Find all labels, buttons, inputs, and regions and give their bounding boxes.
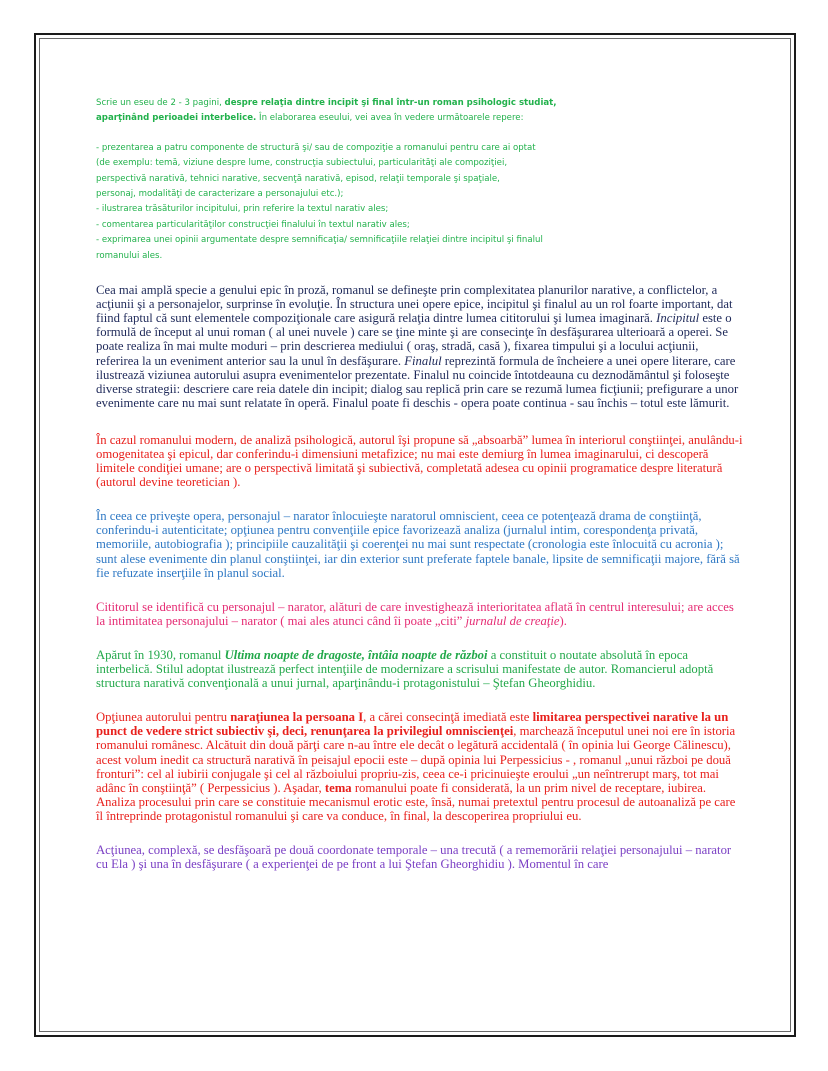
essay-text: Cea mai amplă specie a genului epic în proză, romanul se defineşte prin complexitatea planurilor narative, a conflictelor, a acţiunii şi a personajelor, surprinse în evoluţie. În structura unei opere epice, incipitul şi finalul au un rol foarte important, dat fiind faptul că sunt elementele compoziţionale care asigură relaţia dintre lumea cititorului şi lumea imaginară. xyxy=(96,283,733,326)
essay-paragraph-reader xyxy=(96,600,744,628)
task-item: personaj, modalităţi de caracterizare a personajului etc.); xyxy=(96,189,344,200)
task-item: - ilustrarea trăsăturilor incipitului, prin referire la textul narativ ales; xyxy=(96,204,389,215)
term-incipit: Incipitul xyxy=(656,311,700,326)
essay-paragraph-definitions xyxy=(96,283,744,410)
task-intro-bold-2: aparţinând perioadei interbelice. xyxy=(96,113,257,124)
essay-text: , a cărei consecinţă imediată este xyxy=(363,710,533,725)
essay-paragraph-modern-novel: În cazul romanului modern, de analiză psihologică, autorul îşi propune să „absoarbă” lumea în interiorul conştiinţei, anulându-i omogenitatea şi epicul, dar conferindu-i dimensiuni metafizice; nu mai este demiurg în lumea imaginarului, ci descoperă limitele condiţiei umane; are o perspectivă limitată şi subiectivă, completată adesea cu opinii programatice despre literatură (autorul devine teoretician ). xyxy=(96,432,743,490)
essay-text: romanului poate fi considerată, la un prim nivel de receptare, iubirea. Analiza procesului prin care se constituie mecanismul erotic este, însă, numai pretextul pentru procesul de autoanaliză pe care îl întreprinde protagonistul romanului şi care va conduce, în final, la descoperirea propriului eu. xyxy=(96,780,736,823)
task-gap xyxy=(96,127,744,141)
document-body xyxy=(96,96,744,871)
essay-paragraph-perspective xyxy=(96,710,744,823)
term-first-person: naraţiunea la persoana I xyxy=(230,710,364,725)
term-limited-perspective: limitarea perspectivei narative la un punct de vedere strict subiectiv şi, deci, renunţarea la privilegiul omniscienţei xyxy=(96,710,729,739)
novel-title: Ultima noapte de dragoste, întâia noapte de război xyxy=(224,647,488,662)
essay-text: ). xyxy=(559,613,567,628)
task-intro xyxy=(96,96,744,111)
task-item: romanului ales. xyxy=(96,250,163,261)
term-finalul: Finalul xyxy=(404,353,442,368)
task-item: - prezentarea a patru componente de structură şi/ sau de compoziţie a romanului pentru care ai optat xyxy=(96,142,536,153)
essay-text: este o formulă de început al unui roman ( al unei nuvele ) care se ţine minte şi are consecinţe în desfăşurarea ulterioară a operei. Se poate realiza în mai multe moduri – prin descrierea mediului ( oraş, stradă, casă ), fixarea timpului şi a locului acţiunii, referirea la un eveniment anterior sau la unul în desfăşurare. xyxy=(96,311,732,368)
task-intro-text: Scrie un eseu de 2 - 3 pagini, xyxy=(96,98,225,108)
task-item: (de exemplu: temă, viziune despre lume, construcţia subiectului, particularităţi ale compoziţiei, xyxy=(96,158,508,169)
essay-task xyxy=(96,96,744,264)
task-item: - comentarea particularităţilor construcţiei finalului în textul narativ ales; xyxy=(96,219,410,230)
essay-text: Opţiunea autorului pentru xyxy=(96,710,231,725)
task-intro-rest: În elaborarea eseului, vei avea în vedere următoarele repere: xyxy=(256,113,524,124)
essay-text: , marchează începutul unei noi ere în istoria romanului românesc. Alcătuit din două părţi care n-au între ele decât o legătură accidentală ( în opinia lui George Călinescu), acest volum inedit ca structură narativă în peisajul epocii este – după opinia lui Perpessicius - , romanul „unui război pe două fronturi”: cel al iubirii conjugale şi cel al războiului propriu-zis, ceea ce-i pricinuieşte eroului „un neîntrerupt marş, tot mai adânc în conştiinţă” ( Perpessicius ). Aşadar, xyxy=(96,724,736,795)
term-jurnal: jurnalul de creaţie xyxy=(465,613,560,628)
essay-paragraph-novel-intro xyxy=(96,648,744,690)
essay-text: a constituit o noutate absolută în epoca interbelică. Stilul adoptat ilustrează perfect intenţiile de modernizare a scrisului manifestate de autor. Romancierul adoptă structura narativă convenţională a unui jurnal, aparţinându-i protagonistului – Ştefan Gheorghidiu. xyxy=(96,647,714,691)
essay-paragraph-action: Acţiunea, complexă, se desfăşoară pe două coordonate temporale – una trecută ( a rememorării relaţiei personajului – narator cu Ela ) şi una în desfăşurare ( a experienţei de pe front a lui Ştefan Gheorghidiu ). Momentul în care xyxy=(96,842,732,872)
essay-text: reprezintă formula de încheiere a unei opere literare, care ilustrează viziunea autorului asupra evenimentelor prezentate. Finalul nu coincide întotdeauna cu deznodământul şi foloseşte diverse strategii: descriere care reia datele din incipit; dialog sau replică prin care se rezumă lumea ficţiunii; prefigurare a unor evenimente care nu mai sunt relatate în operă. Finalul poate fi deschis - opera poate continua - sau închis – totul este lămurit. xyxy=(96,353,739,410)
essay-text: Cititorul se identifică cu personajul – narator, alături de care investighează interioritatea aflată în centrul interesului; are acces la intimitatea personajului – narator ( mai ales atunci când îi poate „citi” xyxy=(96,599,734,628)
task-item: - exprimarea unei opinii argumentate despre semnificaţia/ semnificaţiile relaţiei dintre incipitul şi finalul xyxy=(96,235,543,246)
essay-paragraph-narrator: În ceea ce priveşte opera, personajul – narator înlocuieşte naratorul omniscient, ceea ce potenţează drama de conştiinţă, conferindu-i autenticitate; opţiunea pentru convenţiile epice favorizează analiza (jurnalul intim, corespondenţa privată, memoriile, autobiografia ); principiile cauzalităţii şi coerenţei nu mai sunt respectate (cronologia este înlocuită cu acronia ); sunt alese evenimente din planul conştiinţei, iar din exterior sunt preferate faptele banale, lipsite de semnificaţii majore, fără să fie refuzate inserţiile în planul social. xyxy=(96,509,740,580)
task-item: perspectivă narativă, tehnici narative, secvenţă narativă, episod, relaţii temporale şi spaţiale, xyxy=(96,173,500,184)
term-tema: tema xyxy=(324,780,352,795)
task-intro-line-2 xyxy=(96,111,744,126)
task-intro-bold: despre relaţia dintre incipit şi final într-un roman psihologic studiat, xyxy=(224,98,557,108)
essay-text: Apărut în 1930, romanul xyxy=(96,647,225,662)
